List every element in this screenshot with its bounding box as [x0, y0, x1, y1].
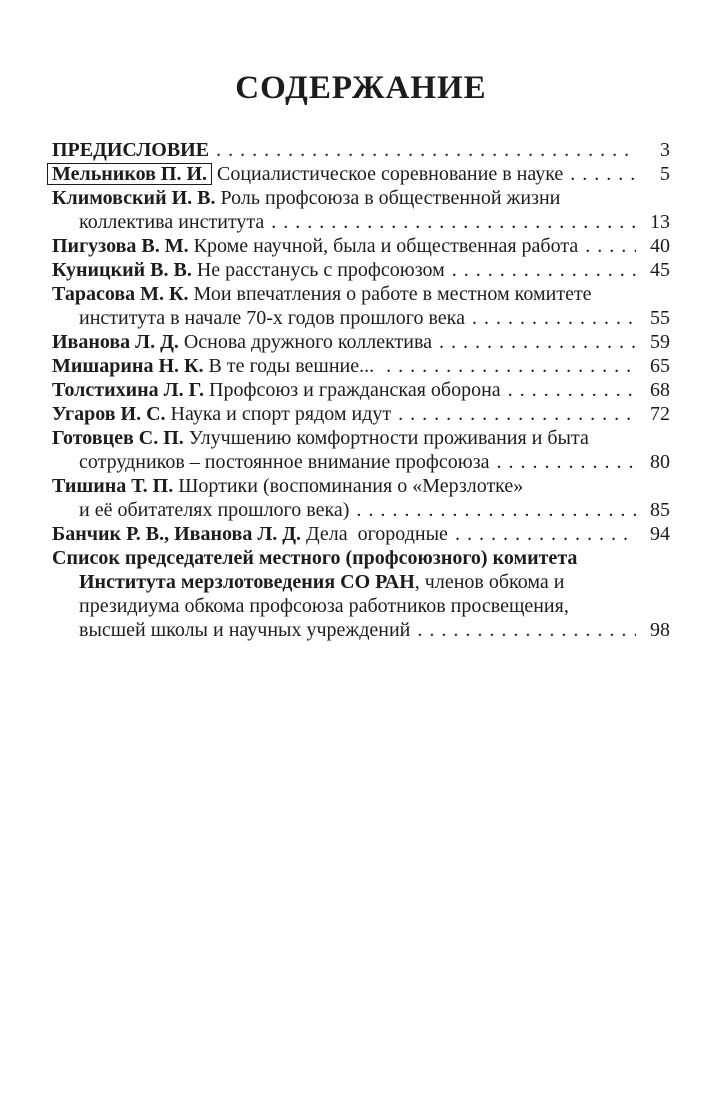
entry-title: Шортики (воспоминания о «Мерзлотке»	[173, 475, 524, 497]
entry-text	[79, 618, 410, 642]
toc-line	[52, 186, 670, 210]
page-number: 85	[650, 499, 670, 521]
toc-line	[52, 162, 670, 186]
entry-text	[52, 282, 592, 306]
dot-leader	[585, 234, 636, 258]
page-number: 65	[650, 355, 670, 377]
dot-leader	[386, 354, 636, 378]
entry-title: сотрудников – постоянное внимание профсоюза	[79, 451, 490, 473]
entry-title: Наука и спорт рядом идут	[165, 403, 392, 425]
author-name: Мишарина Н. К.	[52, 355, 204, 377]
dot-leader	[508, 378, 636, 402]
toc-line	[52, 258, 670, 282]
entry-title: высшей школы и научных учреждений	[79, 619, 411, 641]
entry-title: и её обитателях прошлого века)	[79, 499, 350, 521]
entry-text	[52, 234, 578, 258]
entry-title: коллектива института	[79, 211, 265, 233]
toc-line	[52, 378, 670, 402]
entry-text	[79, 306, 465, 330]
page-number: 55	[650, 307, 670, 329]
entry-text	[52, 402, 391, 426]
author-name: Тарасова М. К.	[52, 283, 189, 305]
toc-line	[52, 426, 670, 450]
entry-title: Основа дружного коллектива	[178, 331, 433, 353]
toc-line	[52, 138, 670, 162]
entry-text	[52, 378, 501, 402]
entry-text	[79, 210, 264, 234]
toc-line	[52, 450, 670, 474]
entry-text	[52, 186, 560, 210]
entry-text	[52, 546, 577, 570]
entry-text	[52, 162, 563, 186]
page-number: 13	[650, 211, 670, 233]
entry-title: Роль профсоюза в общественной жизни	[215, 187, 561, 209]
entry-title: Дела огородные	[300, 523, 448, 545]
dot-leader	[497, 450, 637, 474]
page-number: 98	[650, 619, 670, 641]
toc-line	[52, 402, 670, 426]
entry-text	[79, 450, 490, 474]
dot-leader	[452, 258, 636, 282]
page-number: 68	[650, 379, 670, 401]
entry-text	[79, 498, 349, 522]
entry-text	[52, 138, 209, 162]
entry-title: Улучшению комфортности проживания и быта	[183, 427, 589, 449]
entry-text	[52, 354, 379, 378]
toc-line	[52, 210, 670, 234]
toc-line	[52, 282, 670, 306]
author-name: Пигузова В. М.	[52, 235, 189, 257]
entry-title: Профсоюз и гражданская оборона	[204, 379, 501, 401]
dot-leader	[216, 138, 636, 162]
author-name: Иванова Л. Д.	[52, 331, 179, 353]
entry-text	[52, 426, 589, 450]
page-number: 94	[650, 523, 670, 545]
toc-line	[52, 234, 670, 258]
toc-line	[52, 474, 670, 498]
entry-text	[52, 522, 448, 546]
entry-text	[52, 258, 445, 282]
dot-leader	[570, 162, 636, 186]
entry-title: Не расстанусь с профсоюзом	[191, 259, 445, 281]
entry-title: , членов обкома и	[414, 571, 565, 593]
author-name: Угаров И. С.	[52, 403, 166, 425]
dot-leader	[271, 210, 636, 234]
author-name: ПРЕДИСЛОВИЕ	[52, 139, 210, 161]
entry-text	[79, 594, 569, 618]
toc-line	[52, 570, 670, 594]
toc-line	[52, 594, 670, 618]
boxed-author-name: Мельников П. И.	[47, 163, 212, 185]
entry-title: Социалистическое соревнование в науке	[212, 163, 564, 185]
author-name: Список председателей местного (профсоюзного) комитета	[52, 547, 578, 569]
entry-title: Мои впечатления о работе в местном комитете	[188, 283, 592, 305]
dot-leader	[472, 306, 636, 330]
dot-leader	[417, 618, 636, 642]
author-name: Куницкий В. В.	[52, 259, 192, 281]
entry-title: института в начале 70-х годов прошлого века	[79, 307, 465, 329]
entry-text	[79, 570, 564, 594]
author-name: Банчик Р. В., Иванова Л. Д.	[52, 523, 301, 545]
toc-line	[52, 546, 670, 570]
dot-leader	[455, 522, 636, 546]
page-number: 80	[650, 451, 670, 473]
page-number: 72	[650, 403, 670, 425]
page-number: 40	[650, 235, 670, 257]
dot-leader	[356, 498, 636, 522]
toc-line	[52, 330, 670, 354]
page-number: 45	[650, 259, 670, 281]
entry-title: В те годы вешние...	[203, 355, 380, 377]
entry-text	[52, 330, 432, 354]
entry-title: Кроме научной, была и общественная работа	[188, 235, 579, 257]
entry-title: президиума обкома профсоюза работников просвещения,	[79, 595, 569, 617]
toc-list	[52, 138, 670, 642]
dot-leader	[439, 330, 636, 354]
page-title: СОДЕРЖАНИЕ	[235, 70, 487, 106]
author-name: Толстихина Л. Г.	[52, 379, 205, 401]
author-name: Готовцев С. П.	[52, 427, 184, 449]
page-number: 59	[650, 331, 670, 353]
toc-line	[52, 618, 670, 642]
author-name: Климовский И. В.	[52, 187, 216, 209]
dot-leader	[398, 402, 636, 426]
toc-line	[52, 306, 670, 330]
page-number: 5	[660, 163, 670, 185]
toc-line	[52, 354, 670, 378]
toc-line	[52, 522, 670, 546]
author-name: Тишина Т. П.	[52, 475, 174, 497]
toc-line	[52, 498, 670, 522]
author-name: Института мерзлотоведения СО РАН	[79, 571, 415, 593]
entry-text	[52, 474, 523, 498]
page-number: 3	[660, 139, 670, 161]
